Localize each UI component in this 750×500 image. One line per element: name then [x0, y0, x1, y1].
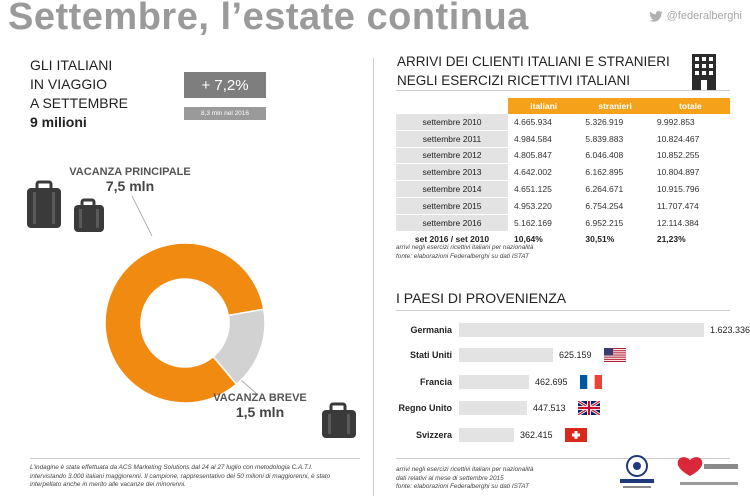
- suitcase-short-trip-icon: [322, 404, 356, 438]
- stranieri-cell: 5.839.883: [579, 130, 650, 147]
- italiani-cell: 5.162.169: [508, 214, 579, 231]
- totale-cell: 9.992.853: [651, 114, 730, 130]
- italiani-heading-line: GLI ITALIANI: [30, 57, 113, 73]
- totale-cell: 21,23%: [651, 231, 730, 248]
- table-header-cell: totale: [651, 98, 730, 114]
- country-value: 362.415: [520, 430, 553, 440]
- table-row: [396, 197, 730, 214]
- period-cell: settembre 2015: [396, 197, 508, 214]
- period-cell: settembre 2012: [396, 147, 508, 164]
- table-row: [396, 114, 730, 130]
- table-header-cell: stranieri: [579, 98, 650, 114]
- twitter-handle[interactable]: [649, 10, 742, 22]
- switzerland-flag-icon: [565, 428, 587, 442]
- table-row: [396, 164, 730, 181]
- growth-badge: + 7,2%: [184, 72, 266, 98]
- totale-cell: 10.915.796: [651, 181, 730, 198]
- twitter-bird-icon: [649, 11, 663, 22]
- country-name: Svizzera: [415, 430, 452, 440]
- period-cell: settembre 2010: [396, 114, 508, 130]
- page-title: Settembre, l’estate continua: [8, 0, 529, 38]
- left-footer-divider: [30, 458, 360, 459]
- country-value: 462.695: [535, 377, 568, 387]
- period-cell: set 2016 / set 2010: [396, 231, 508, 248]
- partner-logos: [620, 452, 745, 496]
- note-line: fonte: elaborazioni Federalberghi su dati ISTAT: [396, 483, 529, 490]
- paesi-heading: I PAESI DI PROVENIENZA: [396, 290, 567, 306]
- usa-flag-icon: [604, 348, 626, 362]
- vacanza-breve-value: 1,5 mln: [235, 404, 285, 420]
- note-line: arrivi negli esercizi ricettivi italiani per nazionalità: [396, 244, 534, 251]
- italiani-cell: 10,64%: [508, 231, 579, 248]
- country-name: Regno Unito: [398, 403, 452, 413]
- survey-note: L’indagine è stata effettuata da ACS Marketing Solutions dal 24 al 27 luglio con metodologia C.A.T.I. intervistando 3.000 italiani maggiorenni. Il campione, rappresentativo dei 50 milioni di maggiorenni, è stato interpellato anche in merito alle vacanze dei minorenni.: [30, 464, 331, 488]
- country-name: Francia: [419, 377, 452, 387]
- country-bar: [459, 401, 527, 415]
- period-cell: settembre 2016: [396, 214, 508, 231]
- stranieri-cell: 5.326.919: [579, 114, 650, 130]
- country-bar: [459, 323, 704, 337]
- paesi-note: [396, 466, 533, 492]
- stranieri-cell: 6.162.895: [579, 164, 650, 181]
- leader-line-principale: [132, 196, 152, 236]
- note-line: arrivi negli esercizi ricettivi italiani per nazionalità: [396, 466, 534, 473]
- country-bar: [459, 348, 553, 362]
- italiani-cell: 4.665.934: [508, 114, 579, 130]
- table-header-cell: italiani: [508, 98, 579, 114]
- growth-note: 8,3 mln nel 2016: [184, 107, 266, 120]
- totale-cell: 11.707.474: [651, 197, 730, 214]
- totale-cell: 10.824.467: [651, 130, 730, 147]
- country-row: [362, 400, 742, 416]
- totale-cell: 12.114.384: [651, 214, 730, 231]
- arrivi-heading-line: NEGLI ESERCIZI RICETTIVI ITALIANI: [397, 73, 631, 88]
- stranieri-cell: 6.264.671: [579, 181, 650, 198]
- totale-cell: 10.852.255: [651, 147, 730, 164]
- stranieri-cell: 30,51%: [579, 231, 650, 248]
- arrivi-heading-divider: [396, 90, 730, 91]
- country-name: Stati Uniti: [410, 350, 452, 360]
- arrivi-table: [396, 98, 730, 248]
- country-value: 447.513: [533, 403, 566, 413]
- italiani-heading-line: A SETTEMBRE: [30, 95, 129, 111]
- country-row: [362, 374, 742, 390]
- building-icon: [692, 54, 716, 90]
- suitcase-large-icon: [27, 182, 61, 228]
- country-name: Germania: [410, 325, 452, 335]
- italiani-cell: 4.805.847: [508, 147, 579, 164]
- uk-flag-icon: [578, 401, 600, 415]
- italiani-cell: 4.651.125: [508, 181, 579, 198]
- italiani-cell: 4.642.002: [508, 164, 579, 181]
- arrivi-heading-line: ARRIVI DEI CLIENTI ITALIANI E STRANIERI: [397, 54, 670, 69]
- suitcase-small-icon: [74, 200, 104, 232]
- country-bar: [459, 428, 514, 442]
- period-cell: settembre 2014: [396, 181, 508, 198]
- country-row: [362, 322, 750, 338]
- france-flag-icon: [580, 375, 602, 389]
- vacanza-breve-text: VACANZA BREVE: [213, 392, 307, 404]
- arrivi-note: [396, 244, 533, 261]
- vacanza-principale-value: 7,5 mln: [105, 178, 155, 194]
- stranieri-cell: 6.046.408: [579, 147, 650, 164]
- stranieri-cell: 6.754.254: [579, 197, 650, 214]
- vacanza-breve-label: [200, 392, 320, 420]
- period-cell: settembre 2013: [396, 164, 508, 181]
- note-line: dati relativi al mese di settembre 2015: [396, 474, 504, 482]
- country-value: 625.159: [559, 350, 592, 360]
- country-bar: [459, 375, 529, 389]
- donut-slices: [105, 243, 265, 403]
- table-row: [396, 130, 730, 147]
- note-line: fonte: elaborazioni Federalberghi su dati ISTAT: [396, 252, 529, 260]
- table-row: [396, 181, 730, 198]
- paesi-heading-divider: [396, 310, 730, 311]
- country-value: 1.623.336: [710, 325, 750, 335]
- hotels-logo: [678, 457, 738, 485]
- table-header-cell: [396, 98, 508, 114]
- period-cell: settembre 2011: [396, 130, 508, 147]
- stranieri-cell: 6.952.215: [579, 214, 650, 231]
- table-row: [396, 214, 730, 231]
- country-row: [362, 347, 742, 363]
- handle-text: @federalberghi: [666, 10, 742, 22]
- totale-cell: 10.804.897: [651, 164, 730, 181]
- table-row: [396, 147, 730, 164]
- italiani-heading-line: IN VIAGGIO: [30, 76, 108, 92]
- italiani-cell: 4.984.584: [508, 130, 579, 147]
- italiani-total: 9 milioni: [30, 114, 87, 130]
- vacanza-principale-text: VACANZA PRINCIPALE: [69, 166, 191, 178]
- federalberghi-logo: [620, 456, 654, 488]
- arrivi-heading: [397, 52, 670, 90]
- country-row: [362, 427, 742, 443]
- table-header-row: [396, 98, 730, 114]
- italiani-cell: 4.953.220: [508, 197, 579, 214]
- donut-chart: [0, 0, 370, 460]
